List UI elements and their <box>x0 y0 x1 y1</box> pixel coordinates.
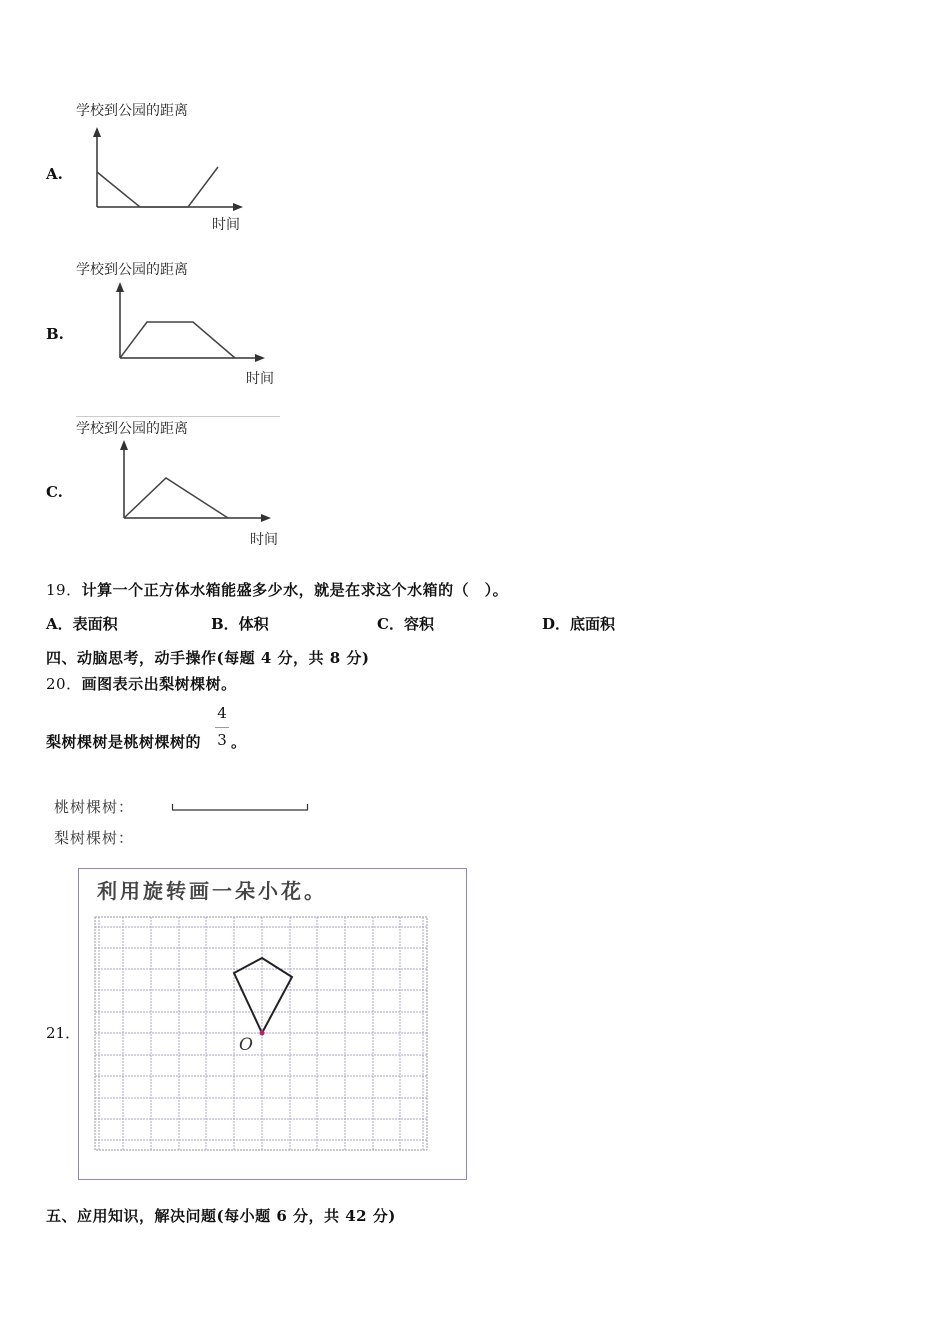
q19-choice-a: A．表面积 <box>46 615 118 633</box>
q19-text: 计算一个正方体水箱能盛多少水，就是在求这个水箱的（ ）。 <box>81 581 509 599</box>
q20-number: 20． <box>46 675 82 693</box>
peach-tree-segment <box>168 800 313 814</box>
graph-c-y-label: 学校到公园的距离 <box>76 421 188 437</box>
fraction-bar <box>215 727 229 728</box>
section4-heading: 四、动脑思考，动手操作(每题 4 分，共 8 分) <box>46 649 370 667</box>
pear-tree-label: 梨树棵树： <box>54 829 135 847</box>
graph-c-x-label: 时间 <box>250 532 278 548</box>
q21-number: 21． <box>46 1024 81 1042</box>
graph-a-y-label: 学校到公园的距离 <box>76 103 188 119</box>
option-a-label: A. <box>46 165 63 183</box>
q19-number: 19． <box>46 581 82 599</box>
option-c-label: C. <box>46 483 63 501</box>
q21-grid <box>79 869 466 1179</box>
q20-statement-suffix: 。 <box>231 733 247 751</box>
graph-b <box>108 280 273 370</box>
q21-title: 利用旋转画一朵小花。 <box>97 879 327 903</box>
peach-tree-label: 桃树棵树： <box>54 798 135 816</box>
graph-c <box>112 438 277 530</box>
section5-heading: 五、应用知识，解决问题(每小题 6 分，共 42 分) <box>46 1207 396 1225</box>
q21-figure-frame <box>78 868 467 1180</box>
graph-a-x-label: 时间 <box>212 217 240 233</box>
q20-statement-prefix: 梨树棵树是桃树棵树的 <box>46 733 202 751</box>
fraction-numerator: 4 <box>217 704 227 722</box>
fraction-denominator: 3 <box>217 731 227 749</box>
q20-text: 画图表示出梨树棵树。 <box>81 675 237 693</box>
option-b-label: B. <box>46 325 64 343</box>
q20-line <box>46 673 237 694</box>
q19-line <box>46 579 508 600</box>
q19-choice-d: D．底面积 <box>542 615 616 633</box>
graph-a <box>85 125 255 220</box>
q19-choice-c: C．容积 <box>377 615 434 633</box>
graph-c-top-rule <box>76 416 280 417</box>
graph-b-y-label: 学校到公园的距离 <box>76 262 188 278</box>
graph-b-x-label: 时间 <box>246 371 274 387</box>
q21-point-o: O <box>239 1035 253 1055</box>
q19-choice-b: B．体积 <box>211 615 269 633</box>
